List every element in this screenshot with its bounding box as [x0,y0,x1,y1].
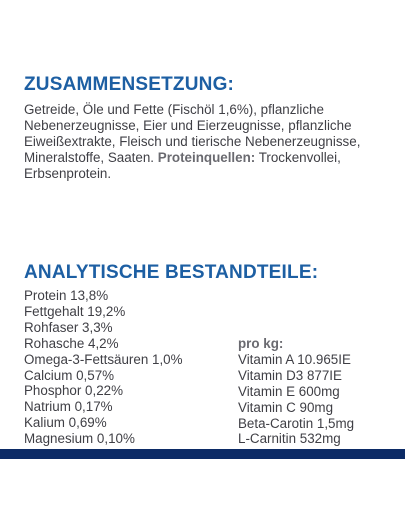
protein-sources-value: Trockenvollei, Erbsenprotein. [24,150,341,181]
composition-text [24,102,394,182]
protein-sources-label: Proteinquellen: [157,150,256,165]
composition-heading: ZUSAMMENSETZUNG: [24,74,235,95]
bottom-divider-bar [0,449,405,459]
composition-ingredients: Getreide, Öle und Fette (Fischöl 1,6%), pflanzliche Nebenerzeugnisse, Eier und Eierzeugnisse, pflanzliche Eiweißextrakte, Fleisch und tierische Nebenerzeugnisse, Mineralstoffe, Saaten. [24,102,361,165]
analytics-item: Phosphor 0,22% [24,383,124,399]
analytics-heading: ANALYTISCHE BESTANDTEILE: [24,262,319,283]
analytics-left-column [24,288,183,447]
analytics-item: Fettgehalt 19,2% [24,303,126,319]
analytics-item: Magnesium 0,10% [24,431,135,447]
vitamin-item: Vitamin C 90mg [238,399,334,415]
vitamin-item: Beta-Carotin 1,5mg [238,415,355,431]
vitamin-item: Vitamin A 10.965IE [238,351,351,367]
analytics-right-column [238,336,354,447]
analytics-item: Kalium 0,69% [24,415,107,431]
vitamin-item: L-Carnitin 532mg [238,431,341,447]
analytics-item: Natrium 0,17% [24,399,113,415]
analytics-item: Rohfaser 3,3% [24,319,113,335]
analytics-item: Omega-3-Fettsäuren 1,0% [24,351,183,367]
per-kg-label: pro kg: [238,336,284,351]
analytics-item: Rohasche 4,2% [24,335,119,351]
vitamin-item: Vitamin D3 877IE [238,367,342,383]
analytics-item: Protein 13,8% [24,288,109,303]
vitamin-item: Vitamin E 600mg [238,383,340,399]
analytics-item: Calcium 0,57% [24,367,115,383]
